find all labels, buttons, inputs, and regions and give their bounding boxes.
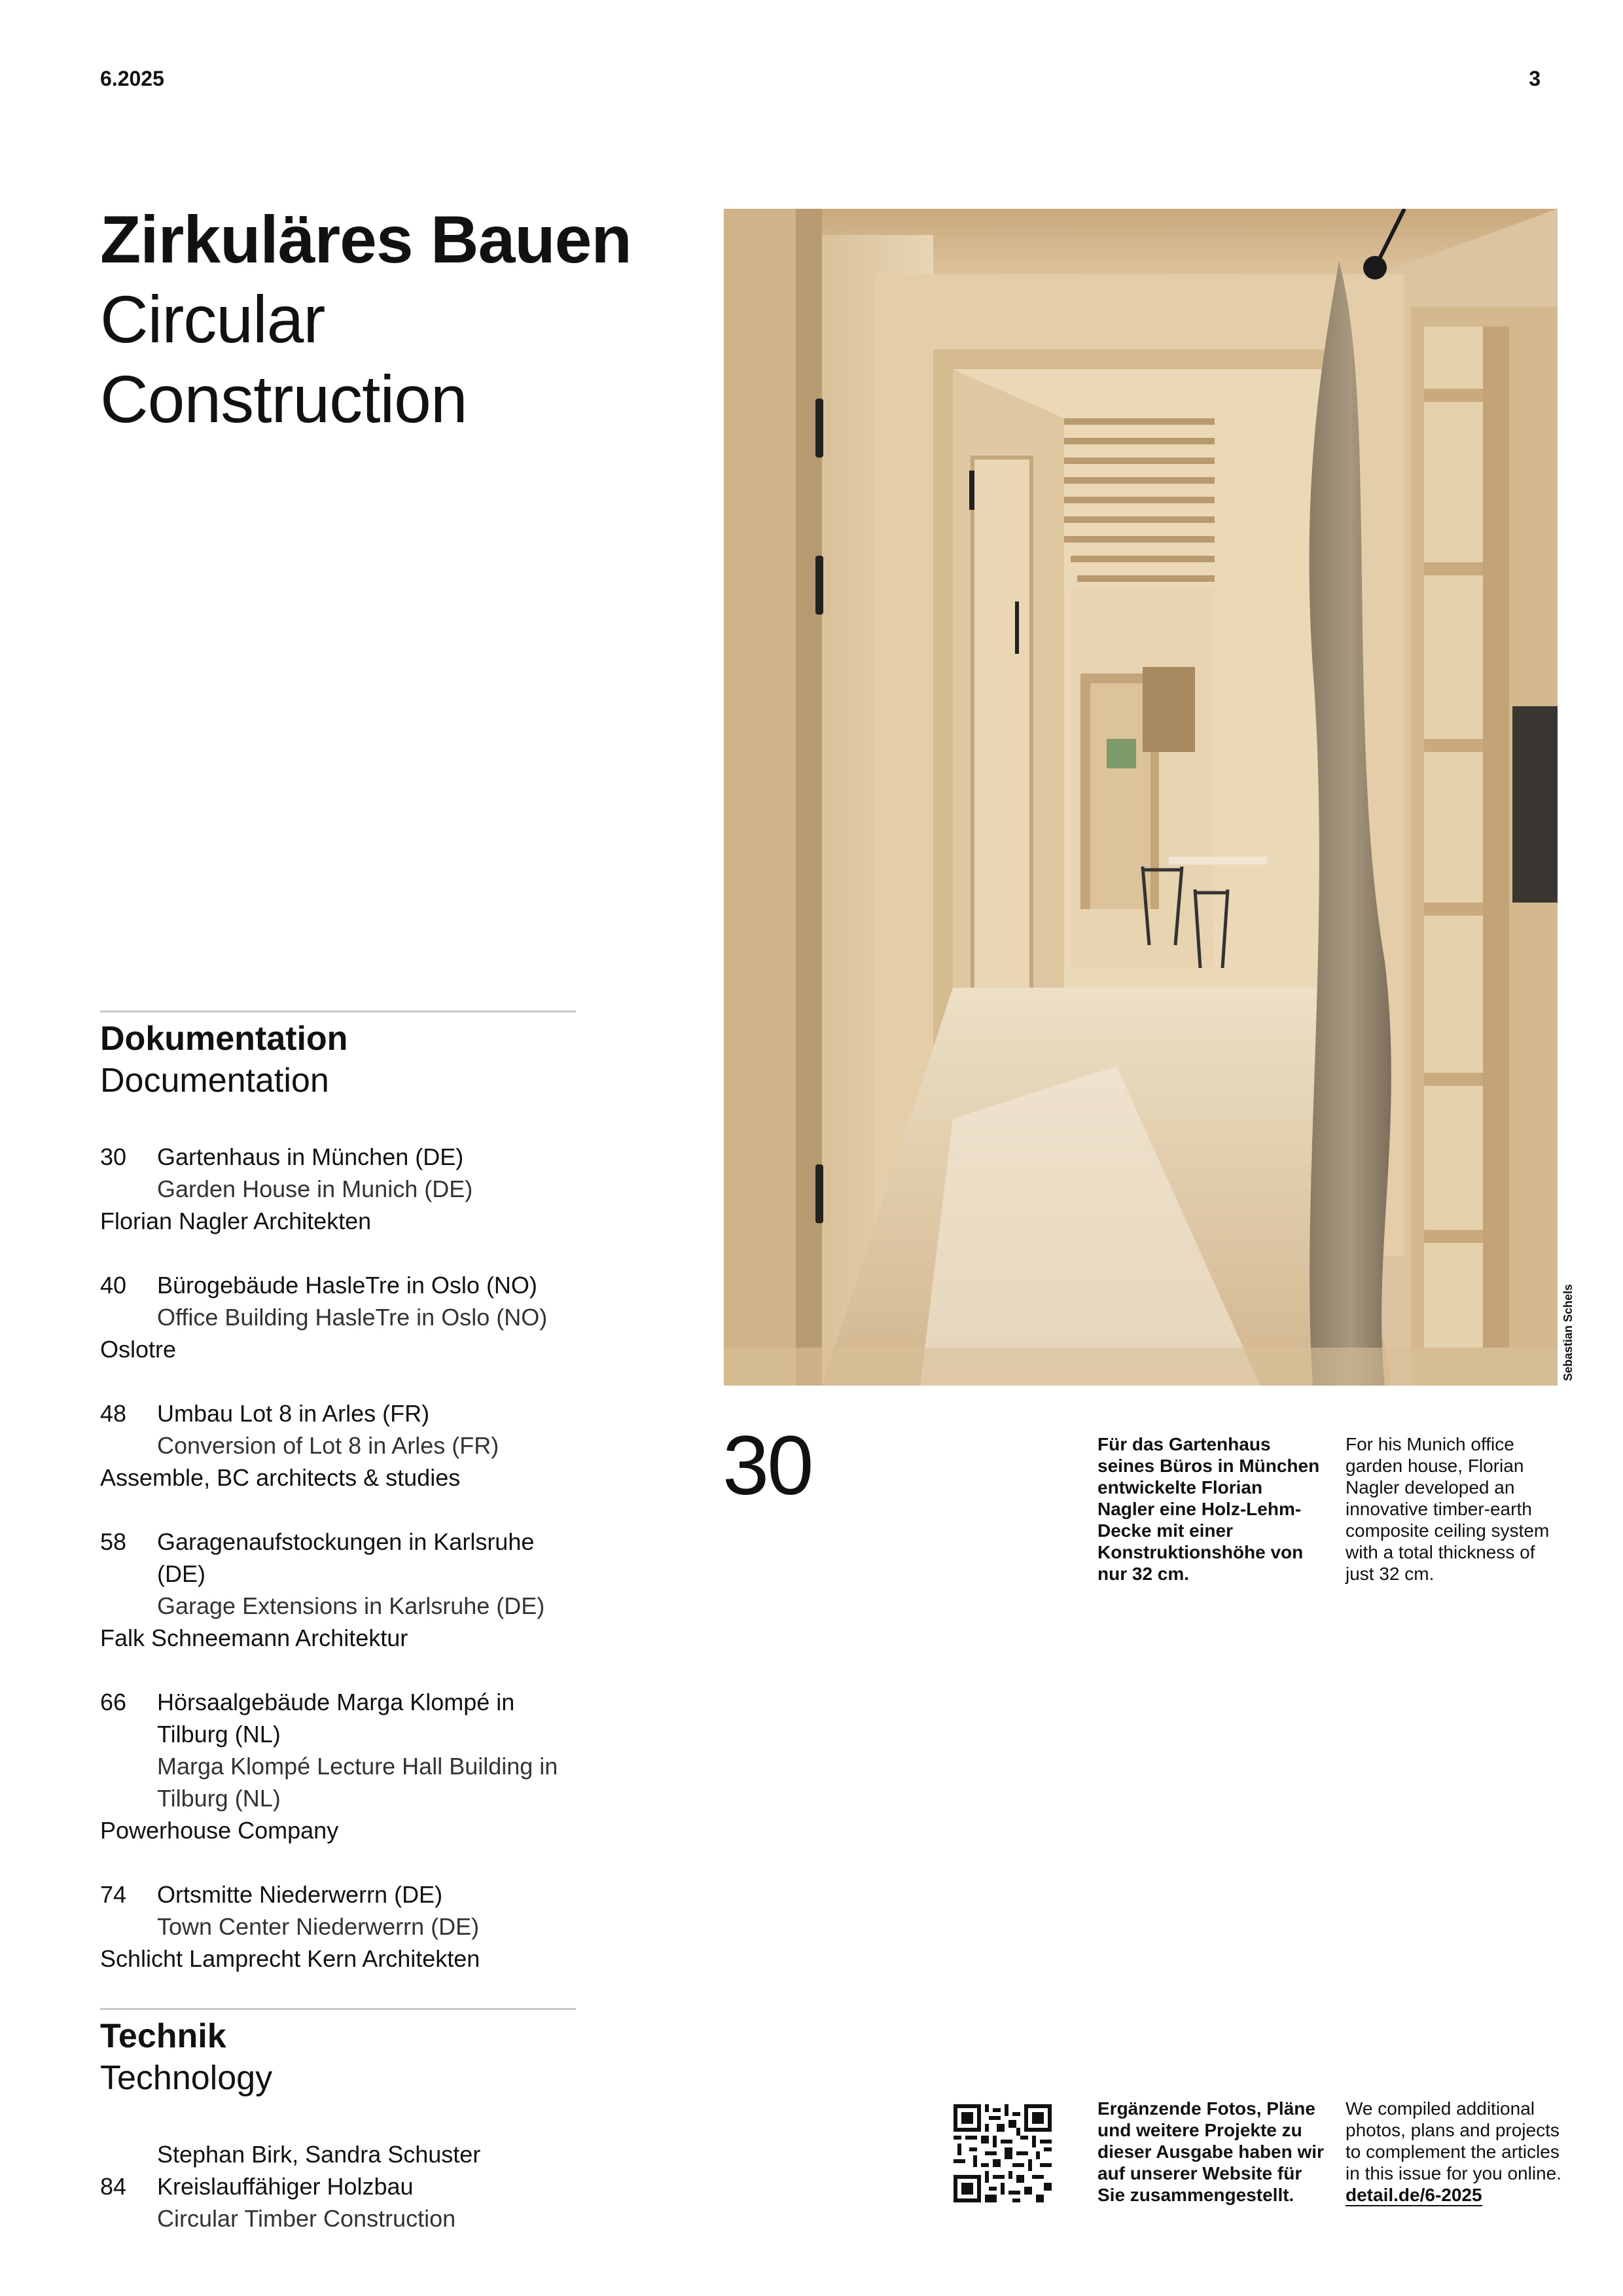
entry-title-de: Hörsaalgebäude Marga Klompé in Tilburg (NL)	[157, 1689, 515, 1748]
photo-credit: Sebastian Schels	[1561, 1283, 1575, 1381]
entry-page: 58	[100, 1528, 127, 1555]
documentation-list	[100, 1141, 576, 1975]
entry-title-de: Umbau Lot 8 in Arles (FR)	[157, 1400, 430, 1427]
entry-architect: Schlicht Lamprecht Kern Architekten	[100, 1945, 480, 1972]
entry-title-de: Garagenaufstockungen in Karlsruhe (DE)	[157, 1528, 535, 1587]
documentation-entry[interactable]	[100, 1526, 576, 1654]
entry-title-de: Gartenhaus in München (DE)	[157, 1143, 464, 1170]
entry-title-de: Ortsmitte Niederwerrn (DE)	[157, 1881, 443, 1908]
entry-title-de: Bürogebäude HasleTre in Oslo (NO)	[157, 1272, 537, 1299]
entry-page: 74	[100, 1881, 127, 1908]
entry-title-en: Conversion of Lot 8 in Arles (FR)	[157, 1432, 499, 1459]
technology-section	[100, 2008, 576, 2234]
title-german: Zirkuläres Bauen	[100, 202, 632, 277]
entry-architect: Assemble, BC architects & studies	[100, 1464, 461, 1491]
title-english-line2: Construction	[100, 362, 467, 437]
interior-photo	[724, 209, 1558, 1386]
qr-code[interactable]	[954, 2104, 1052, 2202]
entry-title-en: Garden House in Munich (DE)	[157, 1175, 473, 1202]
documentation-entry[interactable]	[100, 1878, 576, 1975]
entry-architect: Oslotre	[100, 1336, 177, 1363]
technology-authors: Stephan Birk, Sandra Schuster	[157, 2141, 481, 2168]
documentation-entry[interactable]	[100, 1397, 576, 1494]
technology-heading-de: Technik	[100, 2017, 226, 2055]
entry-page: 40	[100, 1272, 127, 1299]
documentation-entry[interactable]	[100, 1141, 576, 1237]
entry-title-en: Office Building HasleTre in Oslo (NO)	[157, 1304, 548, 1331]
caption-german: Für das Gartenhaus seines Büros in München entwickelte Florian Nagler eine Holz-Lehm-Decke mit einer Konstruktionshöhe von nur 32 cm.	[1097, 1434, 1320, 1584]
documentation-entry[interactable]	[100, 1686, 576, 1846]
documentation-entry[interactable]	[100, 1269, 576, 1365]
issue-date: 6.2025	[100, 67, 164, 90]
caption-english: For his Munich office garden house, Florian Nagler developed an innovative timber-earth composite ceiling system with a total thickness of just 32 cm.	[1346, 1434, 1550, 1584]
online-note-english-text: We compiled additional photos, plans and projects to complement the articles in this issue for you online.	[1346, 2098, 1561, 2183]
title-english	[100, 279, 689, 439]
online-note-german: Ergänzende Fotos, Pläne und weitere Projekte zu dieser Ausgabe haben wir auf unserer Website für Sie zusammengestellt.	[1097, 2098, 1324, 2205]
section-divider	[100, 2008, 576, 2010]
entry-architect: Florian Nagler Architekten	[100, 1208, 372, 1234]
entry-page: 30	[100, 1143, 127, 1170]
entry-architect: Powerhouse Company	[100, 1817, 339, 1844]
online-note-english	[1346, 2098, 1561, 2206]
documentation-heading-en: Documentation	[100, 1062, 329, 1100]
section-divider	[100, 1011, 576, 1013]
entry-page: 48	[100, 1400, 127, 1427]
entry-title-en: Town Center Niederwerrn (DE)	[157, 1913, 480, 1940]
technology-page: 84	[100, 2173, 127, 2200]
website-link[interactable]: detail.de/6-2025	[1346, 2185, 1482, 2205]
title-english-line1: Circular	[100, 282, 325, 357]
documentation-section	[100, 1011, 576, 2007]
technology-title-en: Circular Timber Construction	[157, 2205, 456, 2232]
documentation-heading-de: Dokumentation	[100, 1020, 348, 1058]
entry-title-en: Garage Extensions in Karlsruhe (DE)	[157, 1592, 545, 1619]
technology-title-de: Kreislauffähiger Holzbau	[157, 2173, 414, 2200]
technology-entry[interactable]	[100, 2138, 576, 2234]
entry-page: 66	[100, 1689, 127, 1715]
page-title	[100, 200, 689, 439]
technology-heading-en: Technology	[100, 2059, 273, 2097]
entry-architect: Falk Schneemann Architektur	[100, 1624, 408, 1651]
page-number: 3	[1529, 67, 1541, 90]
feature-page-number: 30	[722, 1419, 812, 1513]
entry-title-en: Marga Klompé Lecture Hall Building in Tilburg (NL)	[157, 1753, 558, 1812]
